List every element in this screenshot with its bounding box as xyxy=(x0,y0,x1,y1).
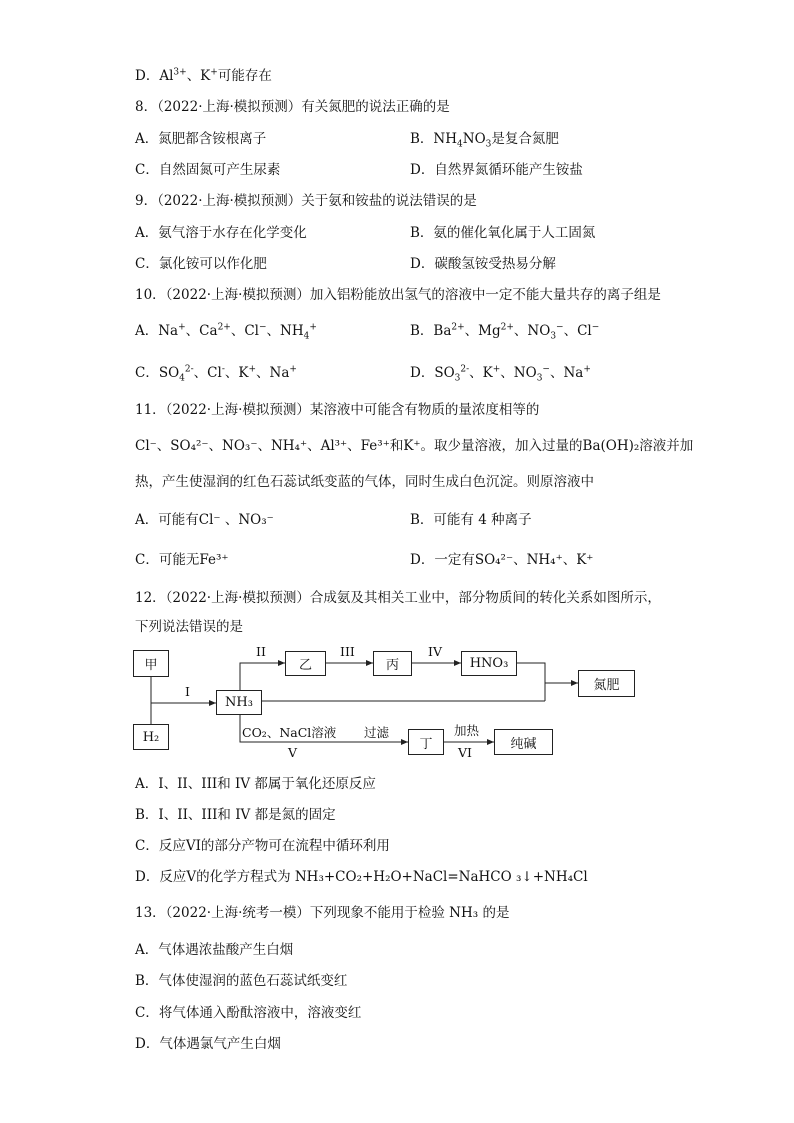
box-jia: 甲 xyxy=(133,650,169,677)
q10-option-b: B．$Ba^{2+}$、$Mg^{2+}$、$NO_3^-$、Cl− xyxy=(410,322,600,342)
q9-option-d: D．碳酸氢铵受热易分解 xyxy=(410,256,556,272)
q12-stem-line1: 12．（2022·上海·模拟预测）合成氨及其相关工业中，部分物质间的转化关系如图所示， xyxy=(135,590,661,606)
q9-option-b: B．氨的催化氧化属于人工固氮 xyxy=(410,225,596,241)
box-ding: 丁 xyxy=(408,729,444,755)
q10-option-c: C．$SO_4^{2-}$、Cl-、K+、Na+ xyxy=(135,364,297,384)
label-reaction-3: III xyxy=(340,644,355,659)
q9-stem: 9．（2022·上海·模拟预测）关于氨和铵盐的说法错误的是 xyxy=(135,193,477,209)
q8-stem: 8．（2022·上海·模拟预测）有关氮肥的说法正确的是 xyxy=(135,99,450,115)
label-jiare: 加热 xyxy=(454,723,480,738)
box-h2: H₂ xyxy=(133,724,169,750)
q12-stem-line2: 下列说法错误的是 xyxy=(135,619,243,635)
q10-option-a: A．Na+、$Ca^{2+}$、Cl−、$NH_4^+$ xyxy=(135,322,317,342)
q13-option-b: B．气体使湿润的蓝色石蕊试纸变红 xyxy=(135,973,348,989)
box-bing: 丙 xyxy=(373,651,412,676)
label-reaction-4: IV xyxy=(428,644,442,659)
q13-option-c: C．将气体通入酚酞溶液中，溶液变红 xyxy=(135,1005,362,1021)
q10-option-d: D．$SO_3^{2-}$、K+、$NO_3^-$、Na+ xyxy=(410,364,591,384)
q11-option-a: A．可能有Cl⁻ 、NO₃⁻ xyxy=(135,512,274,528)
label-reaction-1: I xyxy=(185,684,190,699)
q11-stem: 11．（2022·上海·模拟预测）某溶液中可能含有物质的量浓度相等的 xyxy=(135,402,540,418)
q13-option-a: A．气体遇浓盐酸产生白烟 xyxy=(135,942,294,958)
q12-option-c: C．反应VI的部分产物可在流程中循环利用 xyxy=(135,838,390,854)
label-guolv: 过滤 xyxy=(364,725,390,740)
q12-option-b: B．I、II、III和 IV 都是氮的固定 xyxy=(135,807,336,823)
q8-option-a: A．氮肥都含铵根离子 xyxy=(135,131,267,147)
q11-option-c: C．可能无Fe³⁺ xyxy=(135,552,229,568)
q13-option-d: D．气体遇氯气产生白烟 xyxy=(135,1036,281,1052)
q7-option-d: D．$Al^{3+}$、K+可能存在 xyxy=(135,67,272,84)
q11-condition: 热，产生使湿润的红色石蕊试纸变蓝的气体，同时生成白色沉淀。则原溶液中 xyxy=(135,474,594,490)
q9-option-a: A．氨气溶于水存在化学变化 xyxy=(135,225,307,241)
box-yi: 乙 xyxy=(285,651,326,676)
q11-option-d: D．一定有SO₄²⁻、NH₄⁺、K⁺ xyxy=(410,552,594,568)
q10-stem: 10．（2022·上海·模拟预测）加入铝粉能放出氢气的溶液中一定不能大量共存的离子组是 xyxy=(135,287,661,303)
box-hno3: HNO₃ xyxy=(461,651,517,676)
box-nh3: NH₃ xyxy=(216,690,262,715)
q13-stem: 13．（2022·上海·统考一模）下列现象不能用于检验 NH₃ 的是 xyxy=(135,905,510,921)
label-reaction-6: VI xyxy=(458,745,472,760)
q9-option-c: C．氯化铵可以作化肥 xyxy=(135,256,267,272)
label-reaction-5: V xyxy=(288,745,298,760)
q11-ions: Cl⁻、SO₄²⁻、NO₃⁻、NH₄⁺、Al³⁺、Fe³⁺和K⁺。取少量溶液，加入过量的Ba(OH)₂溶液并加 xyxy=(135,438,694,454)
q12-option-a: A．I、II、III和 IV 都属于氧化还原反应 xyxy=(135,776,376,792)
box-danfei: 氮肥 xyxy=(578,670,635,697)
q8-option-d: D．自然界氮循环能产生铵盐 xyxy=(410,162,583,178)
q8-option-c: C．自然固氮可产生尿素 xyxy=(135,162,281,178)
label-co2-nacl: CO₂、NaCl溶液 xyxy=(242,725,337,740)
label-reaction-2: II xyxy=(256,644,266,659)
q12-option-d: D．反应V的化学方程式为 NH₃+CO₂+H₂O+NaCl=NaHCO ₃↓+NH₄Cl xyxy=(135,869,588,885)
q8-option-b: B．$NH_4NO_3$是复合氮肥 xyxy=(410,131,559,150)
box-chunjian: 纯碱 xyxy=(494,729,553,755)
q11-option-b: B．可能有 4 种离子 xyxy=(410,512,532,528)
